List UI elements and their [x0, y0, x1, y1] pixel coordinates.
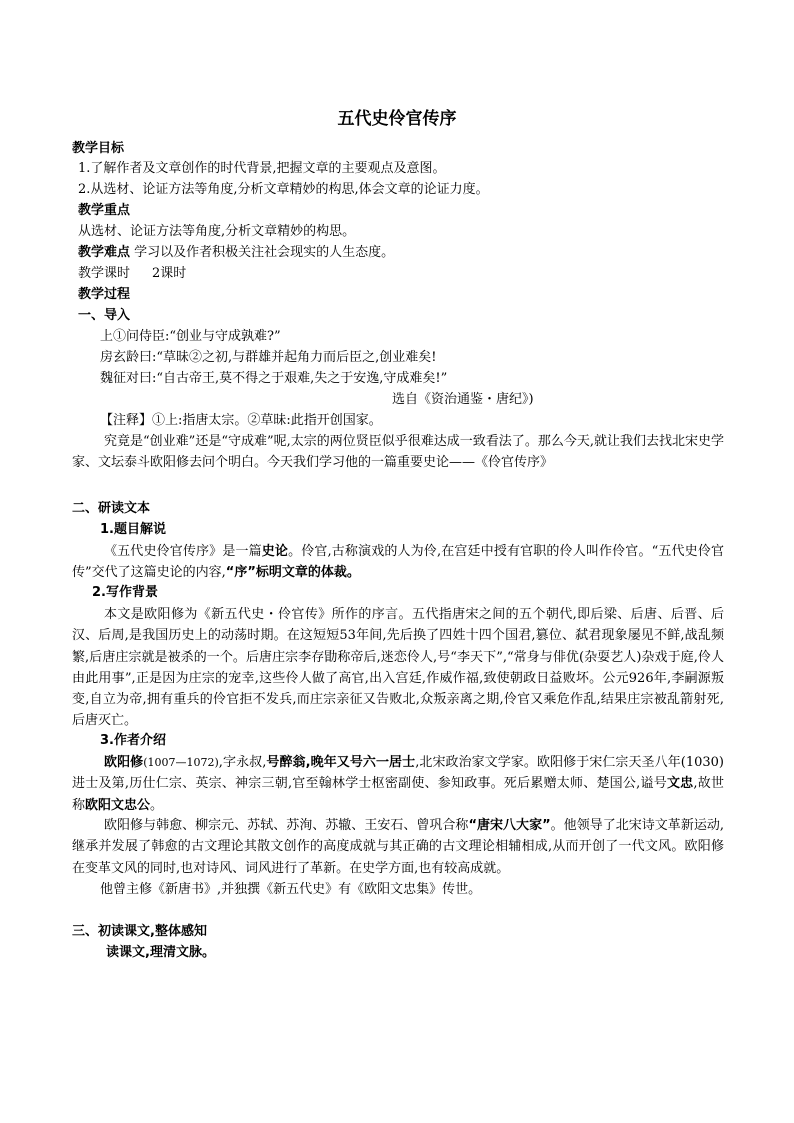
sub2-paragraph: 本文是欧阳修为《新五代史・伶官传》所作的序言。五代指唐宋之间的五个朝代,即后梁、后唐、后晋、后汉、后周,是我国历史上的动荡时期。在这短短53年间,先后换了四姓十四个国君,篡位、弑君现象屡见不鲜,战乱频繁,后唐庄宗就是被杀的一个。后唐庄宗李存勖称帝后,迷恋伶人,号“李天下”,“常身与俳优(杂耍艺人)杂戏于庭,伶人由此用事”,正是因为庄宗的宠幸,这些伶人做了高官,出入宫廷,作威作福,致使朝政日益败坏。公元926年,李嗣源叛变,自立为帝,拥有重兵的伶官拒不发兵,而庄宗亲征又告败北,众叛亲离之期,伶官又乘危作乱,结果庄宗被乱箭射死,后唐灭亡。	[72, 607, 724, 729]
author-hao: 号醉翁,晚年又号六一居士	[266, 755, 416, 770]
sub3-heading: 3.作者介绍	[100, 733, 166, 748]
goal-item-2: 2.从选材、论证方法等角度,分析文章精妙的构思,体会文章的论证力度。	[78, 182, 489, 197]
sub1-text-d: “序”标明文章的体裁。	[225, 565, 360, 581]
eight-masters-paragraph	[72, 815, 724, 879]
author-paragraph	[72, 752, 724, 816]
key-points-text: 从选材、论证方法等角度,分析文章精妙的构思。	[78, 224, 356, 239]
process-heading: 教学过程	[78, 287, 131, 302]
author-title-name: 欧阳文忠公	[85, 797, 151, 813]
sub1-heading: 1.题目解说	[100, 522, 166, 537]
page-title: 五代史伶官传序	[337, 109, 457, 129]
difficulty-text: 学习以及作者积极关注社会现实的人生态度。	[130, 245, 395, 260]
eight-masters-text-b: “唐宋八大家”	[468, 818, 551, 833]
quote-line-1: 上①问侍臣:“创业与守成孰难?”	[100, 329, 281, 344]
sub1-paragraph	[72, 541, 724, 584]
goals-heading: 教学目标	[72, 141, 125, 156]
eight-masters-text-a: 欧阳修与韩愈、柳宗元、苏轼、苏洵、苏辙、王安石、曾巩合称	[104, 818, 469, 833]
hours-line	[78, 264, 186, 284]
quote-line-3: 魏征对曰:“自古帝王,莫不得之于艰难,失之于安逸,守成难矣!”	[100, 371, 448, 386]
author-text-4: 。	[150, 797, 164, 813]
author-name: 欧阳修	[104, 755, 144, 770]
sub1-text-b: 史论	[261, 544, 289, 559]
quote-source: 选自《资治通鉴・唐纪》)	[392, 392, 534, 407]
section3-heading: 三、初读课文,整体感知	[72, 924, 207, 939]
works-paragraph: 他曾主修《新唐书》,并独撰《新五代史》有《欧阳文忠集》传世。	[100, 882, 482, 897]
quote-line-2: 房玄龄曰:“草昧②之初,与群雄并起角力而后臣之,创业难矣!	[100, 350, 437, 365]
difficulty-line	[78, 243, 394, 263]
annotation-note: 【注释】①上:指唐太宗。②草昧:此指开创国家。	[100, 413, 382, 428]
sub1-text-a: 《五代史伶官传序》是一篇	[104, 544, 262, 559]
key-points-heading: 教学重点	[78, 203, 131, 218]
author-text-1: ,字永叔,	[218, 755, 267, 770]
section1-heading: 一、导入	[78, 308, 131, 323]
sub1-text-c: 。伶官,古称演戏的人为伶,在宫廷中授有官职的伶人叫作伶官。“五代史伶官传”交代了这篇史论的内容,	[72, 544, 724, 581]
sub2-heading: 2.写作背景	[92, 585, 158, 600]
author-text-3: ,故世称	[72, 776, 724, 813]
section2-heading: 二、研读文本	[72, 501, 151, 516]
hours-label: 教学课时	[78, 266, 131, 281]
difficulty-heading: 教学难点	[78, 245, 131, 260]
hours-value: 2课时	[152, 266, 187, 281]
section3-text: 读课文,理清文脉。	[106, 945, 215, 960]
author-years: (1007—1072)	[143, 756, 219, 769]
author-shi: 文忠	[666, 776, 694, 792]
eight-masters-text-c: 。他领导了北宋诗文革新运动,继承并发展了韩愈的古文理论其散文创作的高度成就与其正确的古文理论相辅相成,从而开创了一代文风。欧阳修在变革文风的同时,也对诗风、词风进行了革新。在史学方面,也有较高成就。	[72, 818, 724, 876]
intro-paragraph: 究竟是“创业难”还是“守成难”呢,太宗的两位贤臣似乎很难达成一致看法了。那么今天,就让我们去找北宋史学家、文坛泰斗欧阳修去问个明白。今天我们学习他的一篇重要史论——《伶官传序》	[72, 434, 724, 471]
goal-item-1: 1.了解作者及文章创作的时代背景,把握文章的主要观点及意图。	[78, 161, 446, 176]
author-text-2: ,北宋政治家文学家。欧阳修于宋仁宗天圣八年(1030)进士及第,历仕仁宗、英宗、神宗三朝,官至翰林学士枢密副使、参知政事。死后累赠太师、楚国公,谥号	[72, 755, 724, 792]
